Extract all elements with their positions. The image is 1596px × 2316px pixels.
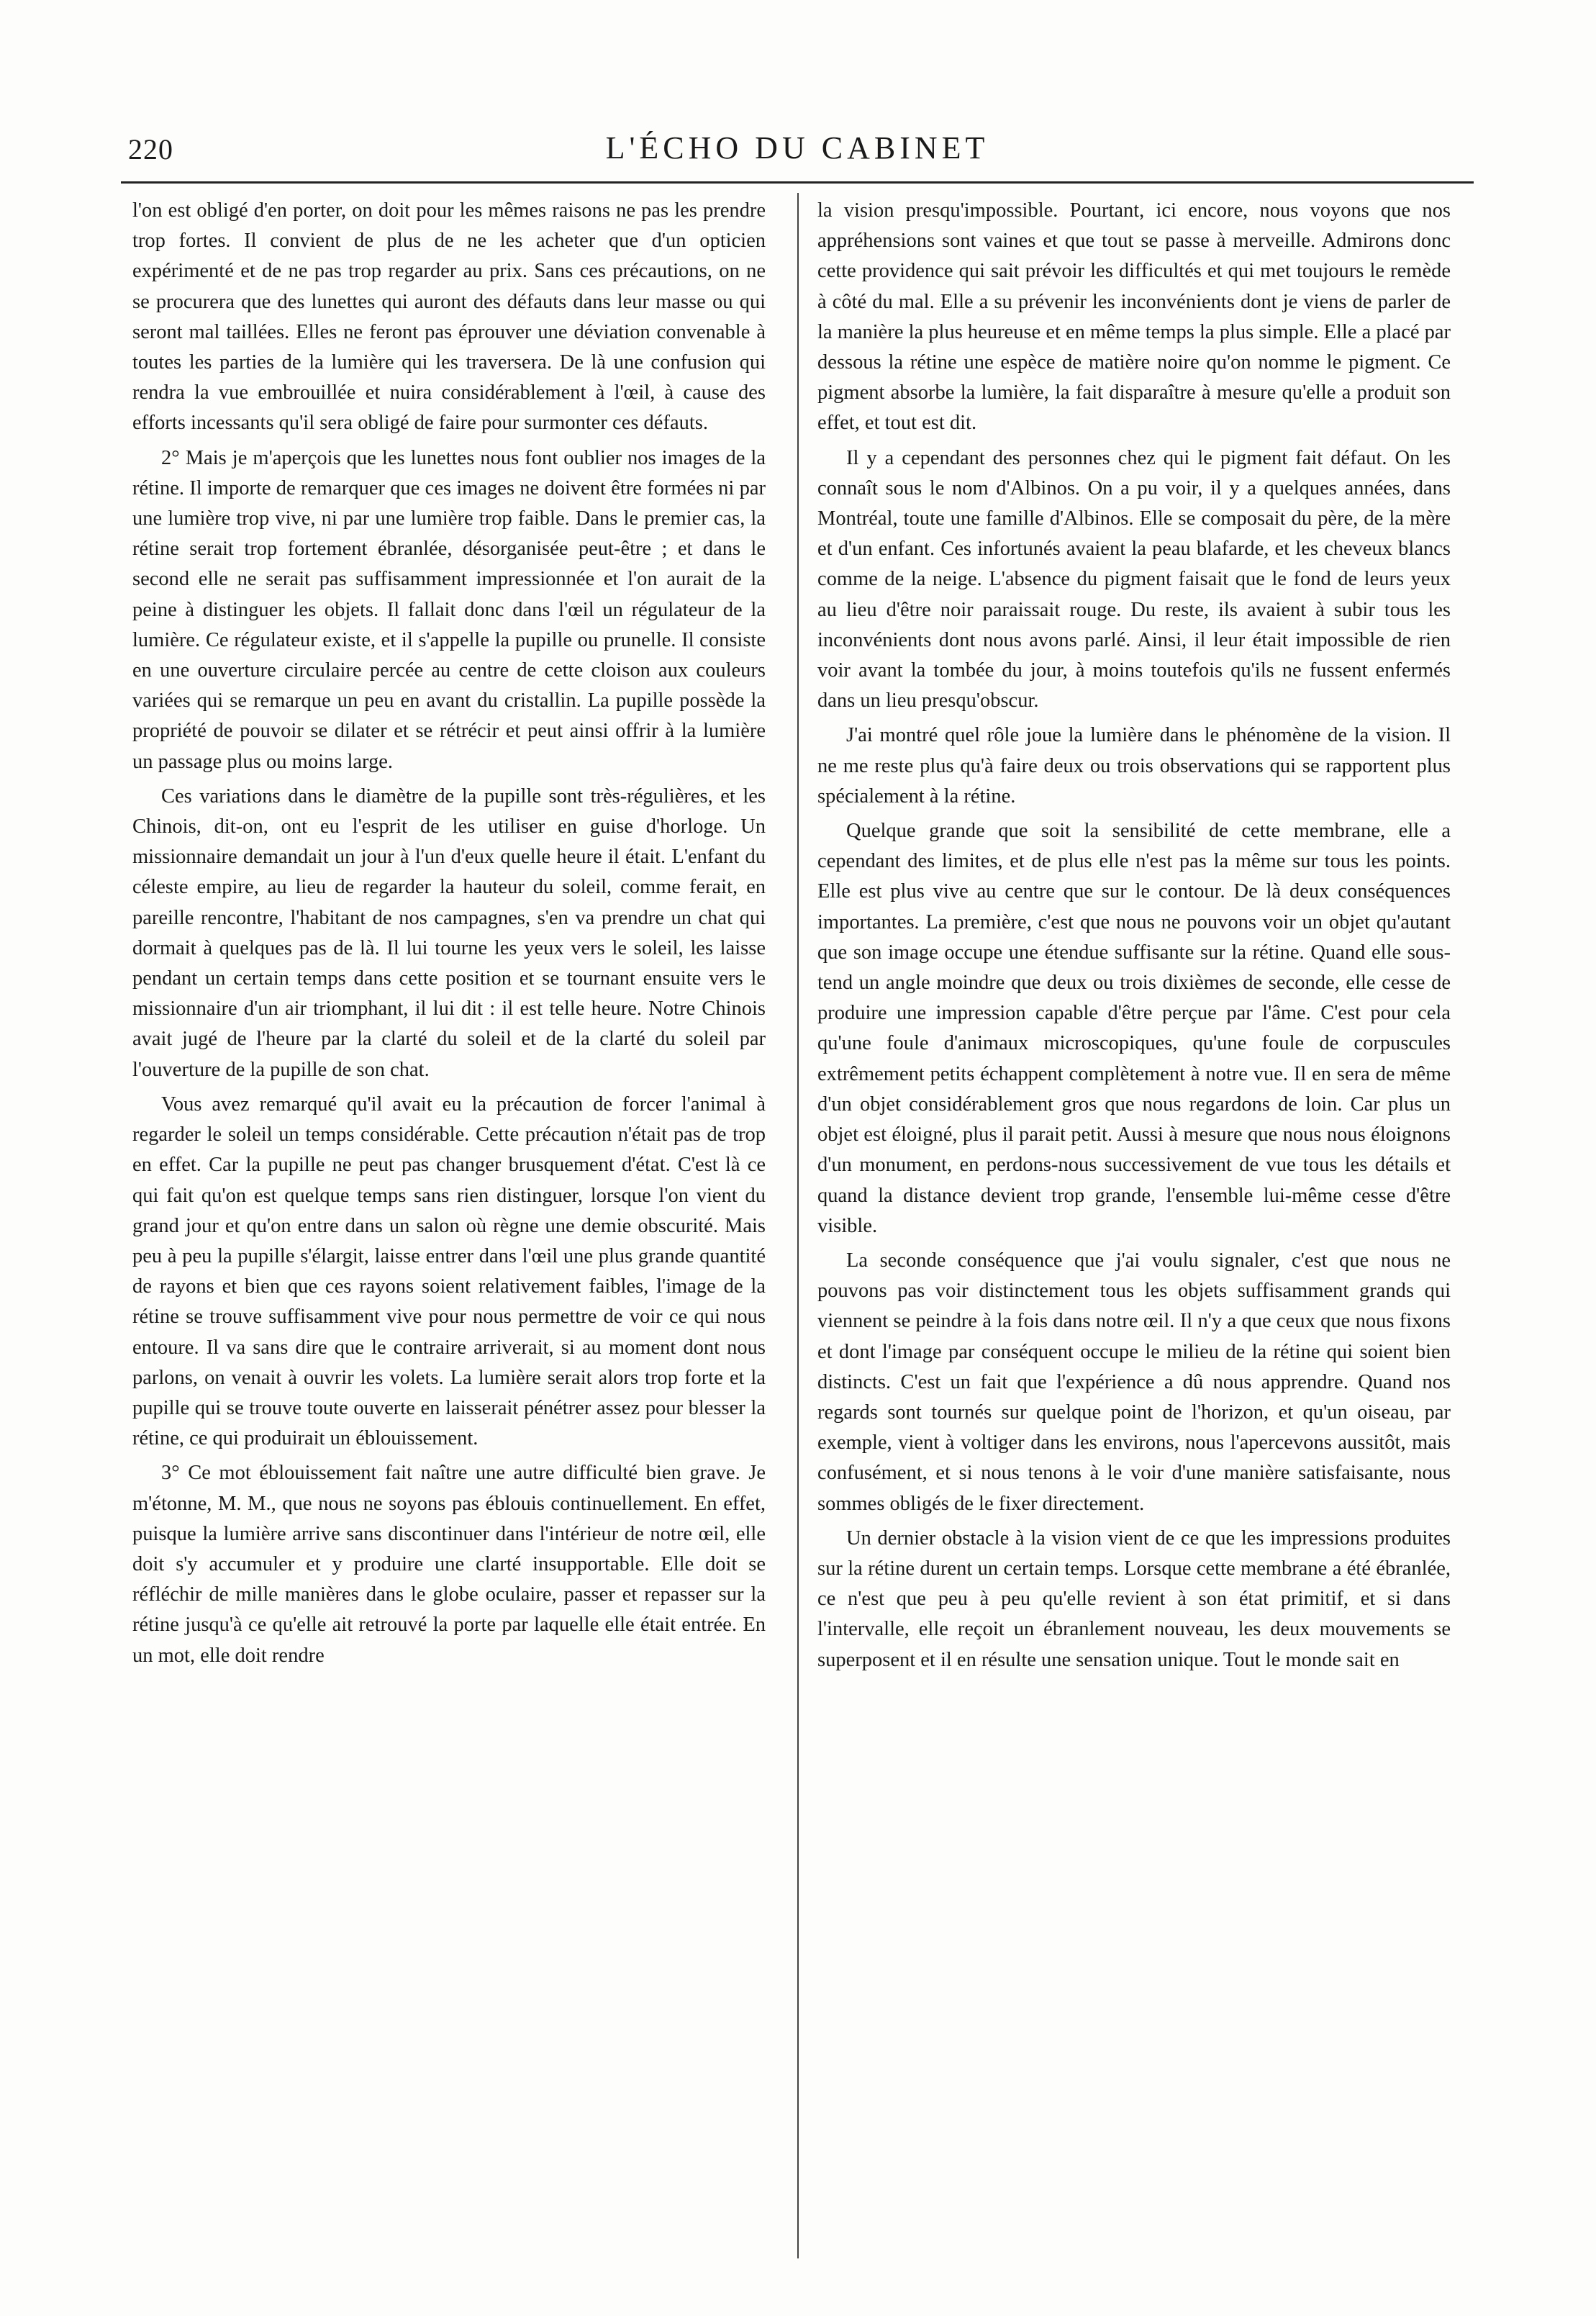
column-divider xyxy=(797,193,799,2258)
page-header xyxy=(121,127,1474,184)
paragraph: Un dernier obstacle à la vision vient de ce que les impressions produites sur la rétine durent un certain temps. Lorsque cette membrane a été ébranlée, ce n'est que peu à peu qu'elle revient à son état primitif, et si dans l'intervalle, elle reçoit un ébranlement nouveau, les deux mouvements se superposent et il en résulte une sensation unique. Tout le monde sait en xyxy=(817,1526,1451,1671)
right-column xyxy=(817,196,1451,2268)
left-column xyxy=(132,196,766,2268)
paragraph: 3° Ce mot éblouissement fait naître une autre difficulté bien grave. Je m'étonne, M. M., que nous ne soyons pas éblouis continuellement. En effet, puisque la lumière arrive sans discontinuer dans l'intérieur de notre œil, elle doit s'y accumuler et y produire une clarté insupportable. Elle doit se réfléchir de mille manières dans le globe oculaire, passer et repasser sur la rétine jusqu'à ce qu'elle ait retrouvé la porte par laquelle elle était entrée. En un mot, elle doit rendre xyxy=(132,1462,766,1667)
page-number: 220 xyxy=(128,133,173,166)
paragraph: 2° Mais je m'aperçois que les lunettes nous font oublier nos images de la rétine. Il importe de remarquer que ces images ne doivent être formées ni par une lumière trop vive, ni par une lumière trop faible. Dans le premier cas, la rétine serait trop fortement ébranlée, désorganisée peut-être ; et dans le second elle ne serait pas suffisamment impressionnée et l'on aurait de la peine à distinguer les objets. Il fallait donc dans l'œil un régulateur de la lumière. Ce régulateur existe, et il s'appelle la pupille ou prunelle. Il consiste en une ouverture circulaire percée au centre de cette cloison aux couleurs variées qui se remarque un peu en avant du cristallin. La pupille possède la propriété de pouvoir se dilater et se rétrécir et peut ainsi offrir à la lumière un passage plus ou moins large. xyxy=(132,446,766,773)
paragraph: la vision presqu'impossible. Pourtant, ici encore, nous voyons que nos appréhensions sont vaines et que tout se passe à merveille. Admirons donc cette providence qui sait prévoir les difficultés et qui met toujours le remède à côté du mal. Elle a su prévenir les inconvénients dont je viens de parler de la manière la plus heureuse et en même temps la plus simple. Elle a placé par dessous la rétine une espèce de matière noire qu'on nomme le pigment. Ce pigment absorbe la lumière, la fait disparaître à mesure qu'elle a produit son effet, et tout est dit. xyxy=(817,199,1451,435)
running-title: L'ÉCHO DU CABINET xyxy=(605,130,989,166)
paragraph: l'on est obligé d'en porter, on doit pour les mêmes raisons ne pas les prendre trop fortes. Il convient de plus de ne les acheter que d'un opticien expérimenté et de ne pas trop regarder au prix. Sans ces précautions, on ne se procurera que des lunettes qui auront des défauts dans leur masse ou qui seront mal taillées. Elles ne feront pas éprouver une déviation convenable à toutes les parties de la lumière qui les traversera. De là une confusion qui rendra la vue embrouillée et nuira considérablement à l'œil, à cause des efforts incessants qu'il sera obligé de faire pour surmonter ces défauts. xyxy=(132,199,766,435)
paragraph: Vous avez remarqué qu'il avait eu la précaution de forcer l'animal à regarder le soleil un temps considérable. Cette précaution n'était pas de trop en effet. Car la pupille ne peut pas changer brusquement d'état. C'est là ce qui fait qu'on est quelque temps sans rien distinguer, lorsque l'on vient du grand jour et qu'on entre dans un salon où règne une demie obscurité. Mais peu à peu la pupille s'élargit, laisse entrer dans l'œil une plus grande quantité de rayons et bien que ces rayons soient relativement faibles, l'image de la rétine se trouve suffisamment vive pour nous permettre de voir ce qui nous entoure. Il va sans dire que le contraire arriverait, si au moment dont nous parlons, on venait à ouvrir les volets. La lumière serait alors trop forte et la pupille qui se trouve toute ouverte en laisserait pénétrer assez pour blesser la rétine, ce qui produirait un éblouissement. xyxy=(132,1093,766,1450)
paragraph: Il y a cependant des personnes chez qui le pigment fait défaut. On les connaît sous le nom d'Albinos. On a pu voir, il y a quelques années, dans Montréal, toute une famille d'Albinos. Elle se composait du père, de la mère et d'un enfant. Ces infortunés avaient la peau blafarde, et les cheveux blancs comme de la neige. L'absence du pigment faisait que le fond de leurs yeux au lieu d'être noir paraissait rouge. Du reste, ils avaient à subir tous les inconvénients dont nous avons parlé. Ainsi, il leur était impossible de rien voir avant la tombée du jour, à moins toutefois qu'ils ne fussent enfermés dans un lieu presqu'obscur. xyxy=(817,446,1451,713)
paragraph: J'ai montré quel rôle joue la lumière dans le phénomène de la vision. Il ne me reste plus qu'à faire deux ou trois observations qui se rapportent plus spécialement à la rétine. xyxy=(817,724,1451,808)
paragraph: Quelque grande que soit la sensibilité de cette membrane, elle a cependant des limites, et de plus elle n'est pas la même sur tous les points. Elle est plus vive au centre que sur le contour. De là deux conséquences importantes. La première, c'est que nous ne pouvons voir un objet qu'autant que son image occupe une étendue suffisante sur la rétine. Quand elle sous-tend un angle moindre que deux ou trois dixièmes de seconde, elle cesse de produire une impression capable d'être perçue par l'âme. C'est pour cela qu'une foule d'animaux microscopiques, qu'une foule de corpuscules extrêmement petits échappent complètement à notre vue. Il en sera de même d'un objet considérablement gros que nous regardons de loin. Car plus un objet est éloigné, plus il parait petit. Aussi à mesure que nous nous éloignons d'un monument, en perdons-nous successivement de vue tous les détails et quand la distance devient trop grande, l'ensemble lui-même cesse d'être visible. xyxy=(817,820,1451,1237)
paragraph: La seconde conséquence que j'ai voulu signaler, c'est que nous ne pouvons pas voir distinctement tous les objets suffisamment grands qui viennent se peindre à la fois dans notre œil. Il n'y a que ceux que nous fixons et dont l'image par conséquent occupe le milieu de la rétine qui soient bien distincts. C'est un fait que l'expérience a dû nous apprendre. Quand nos regards sont tournés sur quelque point de l'horizon, et qu'un oiseau, par exemple, vient à voltiger dans les environs, nous l'apercevons aussitôt, mais confusément, et si nous tenons à le voir d'une manière satisfaisante, nous sommes obligés de le fixer directement. xyxy=(817,1249,1451,1515)
paragraph: Ces variations dans le diamètre de la pupille sont très-régulières, et les Chinois, dit-on, ont eu l'esprit de les utiliser en guise d'horloge. Un missionnaire demandait un jour à l'un d'eux quelle heure il était. L'enfant du céleste empire, au lieu de regarder la hauteur du soleil, comme ferait, en pareille rencontre, l'habitant de nos campagnes, s'en va prendre un chat qui dormait à quelques pas de là. Il lui tourne les yeux vers le soleil, les laisse pendant un certain temps dans cette position et se tournant ensuite vers le missionnaire d'un air triomphant, il lui dit : il est telle heure. Notre Chinois avait jugé de l'heure par la clarté du soleil et de la clarté du soleil par l'ouverture de la pupille de son chat. xyxy=(132,784,766,1081)
header-rule xyxy=(121,181,1474,184)
